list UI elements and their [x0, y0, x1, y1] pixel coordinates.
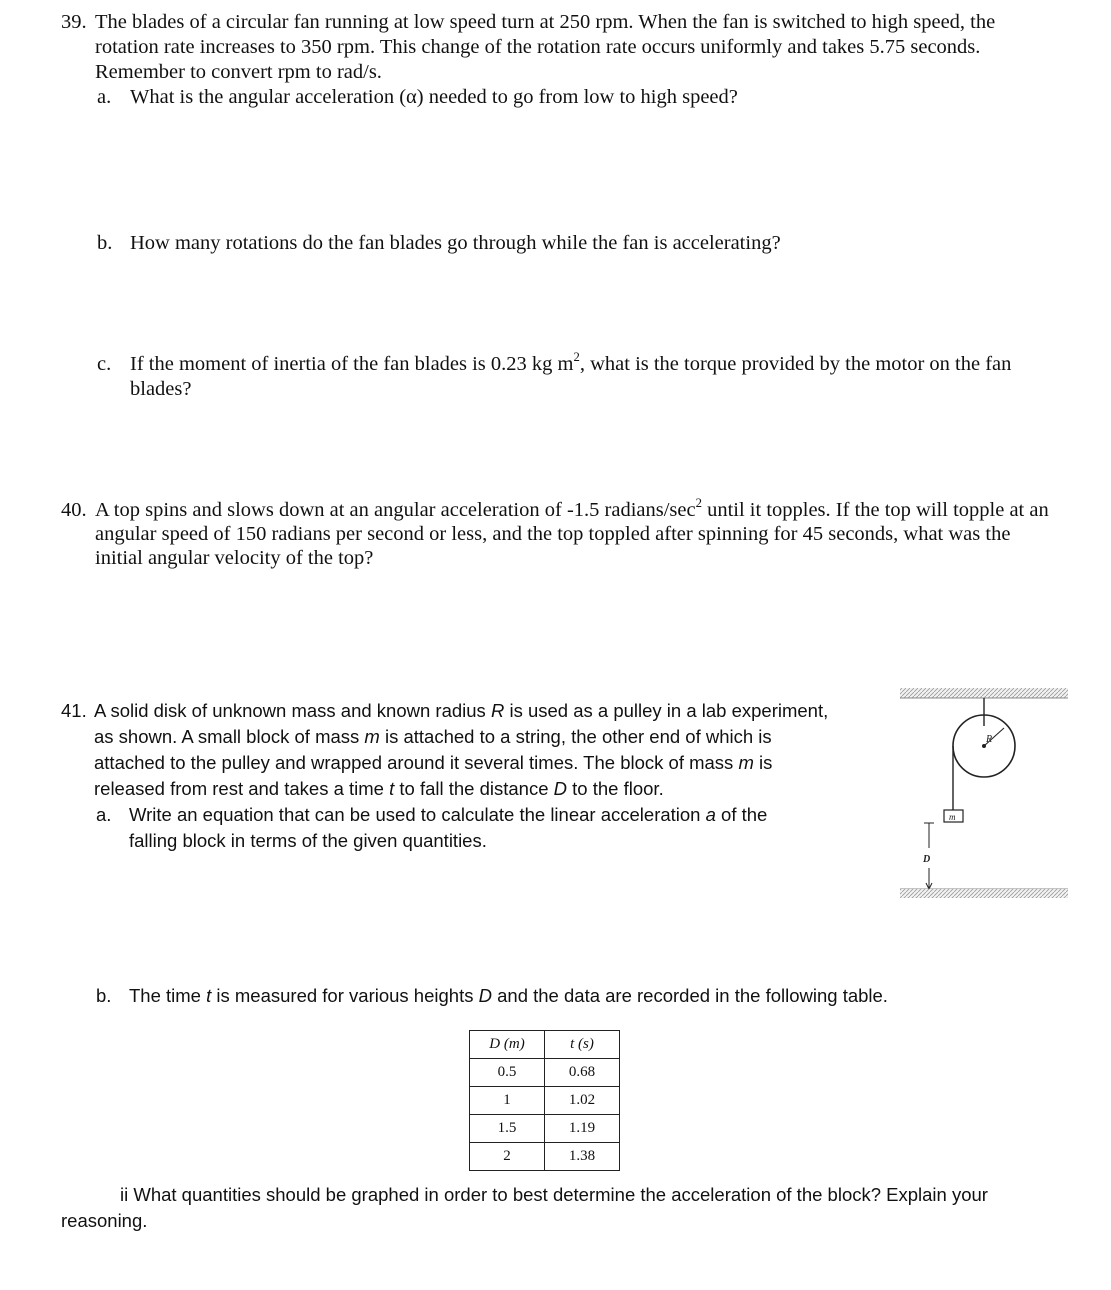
question-41-line-2: as shown. A small block of mass m is attached to a string, the other end of which is	[94, 726, 772, 747]
table-row	[470, 1087, 620, 1115]
question-41a-text: Write an equation that can be used to calculate the linear acceleration a of the	[129, 804, 768, 825]
question-40-line-2: angular speed of 150 radians per second or less, and the top toppled after spinning for 45 seconds, what was the	[95, 523, 1011, 545]
question-41b-letter: b.	[96, 985, 112, 1006]
question-40-line-3: initial angular velocity of the top?	[95, 547, 374, 569]
pulley-diagram	[898, 684, 1070, 900]
label-D: D	[923, 854, 931, 865]
question-39-line-3: Remember to convert rpm to rad/s.	[95, 61, 382, 83]
question-41b-text: The time t is measured for various heights D and the data are recorded in the following table.	[129, 985, 888, 1006]
table-cell: 1.5	[470, 1115, 545, 1143]
question-39a-text: What is the angular acceleration (α) needed to go from low to high speed?	[130, 86, 738, 108]
table-cell: 0.5	[470, 1059, 545, 1087]
question-40-number: 40.	[61, 499, 87, 521]
question-39-number: 39.	[61, 11, 87, 33]
question-41b-ii-line-2: reasoning.	[61, 1210, 148, 1231]
floor	[900, 889, 1068, 898]
table-row	[470, 1115, 620, 1143]
ceiling	[900, 688, 1068, 698]
question-41a-line-2: falling block in terms of the given quantities.	[129, 830, 487, 851]
table-cell: 1.19	[545, 1115, 620, 1143]
question-39a-letter: a.	[97, 86, 112, 108]
question-41-line-1: A solid disk of unknown mass and known radius R is used as a pulley in a lab experiment,	[94, 700, 829, 721]
table-cell: 1.02	[545, 1087, 620, 1115]
question-39-line-2: rotation rate increases to 350 rpm. This change of the rotation rate occurs uniformly and takes 5.75 seconds.	[95, 36, 981, 58]
table-header-D: D (m)	[470, 1031, 545, 1059]
table-cell: 2	[470, 1143, 545, 1171]
question-41-line-3: attached to the pulley and wrapped around it several times. The block of mass m is	[94, 752, 773, 773]
question-41a-letter: a.	[96, 804, 112, 825]
question-39c-text: If the moment of inertia of the fan blades is 0.23 kg $m^2$, what is the torque provided by the motor on the fan	[130, 349, 1012, 375]
table-row	[470, 1059, 620, 1087]
question-41-line-4: released from rest and takes a time t to fall the distance D to the floor.	[94, 778, 664, 799]
question-40-line-1: A top spins and slows down at an angular acceleration of -1.5 radians/$\sec^2$ until it topples. If the top will topple at an	[95, 495, 1049, 521]
question-39b-letter: b.	[97, 232, 113, 254]
table-cell: 0.68	[545, 1059, 620, 1087]
table-cell: 1.38	[545, 1143, 620, 1171]
label-m: m	[949, 812, 956, 822]
label-R: R	[986, 734, 993, 745]
data-table	[469, 1030, 620, 1171]
table-cell: 1	[470, 1087, 545, 1115]
question-39c-line-2: blades?	[130, 378, 192, 400]
question-41-number: 41.	[61, 700, 87, 721]
question-39-line-1: The blades of a circular fan running at low speed turn at 250 rpm. When the fan is switched to high speed, the	[95, 11, 996, 33]
table-header-t: t (s)	[545, 1031, 620, 1059]
question-41b-ii-line-1: ii What quantities should be graphed in order to best determine the acceleration of the block? Explain your	[120, 1184, 988, 1205]
table-header-row	[470, 1031, 620, 1059]
question-39c-letter: c.	[97, 353, 112, 375]
table-row	[470, 1143, 620, 1171]
question-39b-text: How many rotations do the fan blades go through while the fan is accelerating?	[130, 232, 781, 254]
